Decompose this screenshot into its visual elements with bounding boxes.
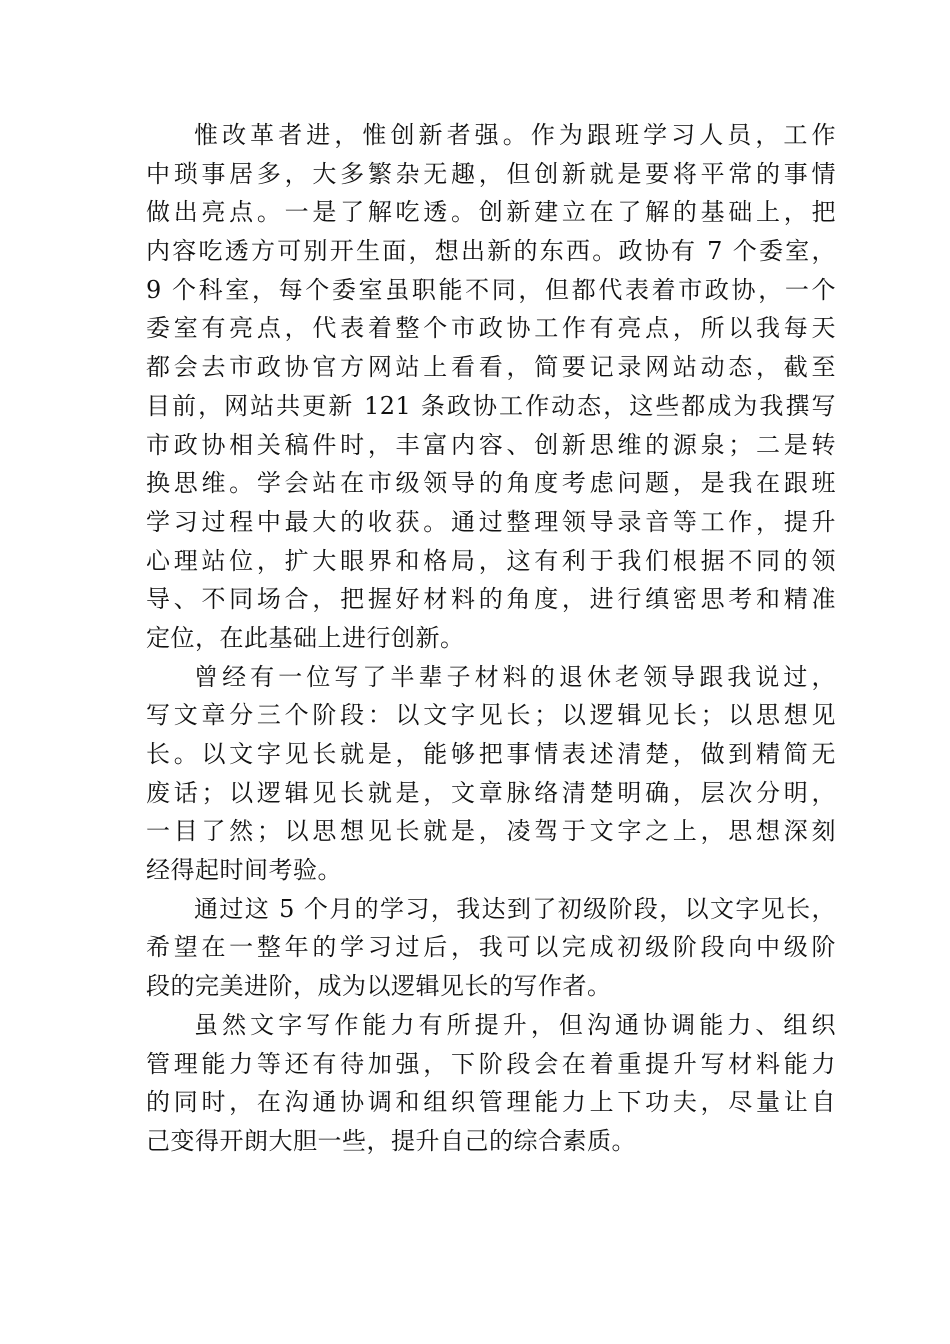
paragraph-writing-stages <box>146 658 836 890</box>
text-line: 的同时，在沟通协调和组织管理能力上下功夫，尽量让自 <box>146 1088 836 1117</box>
text-line: 经得起时间考验。 <box>146 856 342 885</box>
paragraph-innovation <box>146 116 836 658</box>
text-line: 导、不同场合，把握好材料的角度，进行缜密思考和精准 <box>146 585 836 614</box>
text-line: 学习过程中最大的收获。通过整理领导录音等工作，提升 <box>146 507 836 536</box>
text-line: 9 个科室，每个委室虽职能不同，但都代表着市政协，一个 <box>146 275 836 304</box>
text-line: 一目了然；以思想见长就是，凌驾于文字之上，思想深刻 <box>146 817 836 846</box>
text-line: 心理站位，扩大眼界和格局，这有利于我们根据不同的领 <box>146 546 836 575</box>
text-line: 曾经有一位写了半辈子材料的退休老领导跟我说过， <box>194 662 836 691</box>
text-line: 市政协相关稿件时，丰富内容、创新思维的源泉；二是转 <box>146 430 836 459</box>
text-line: 管理能力等还有待加强，下阶段会在着重提升写材料能力 <box>146 1049 836 1078</box>
text-line: 废话；以逻辑见长就是，文章脉络清楚明确，层次分明， <box>146 778 836 807</box>
text-line: 惟改革者进，惟创新者强。作为跟班学习人员，工作 <box>194 121 836 149</box>
text-line: 目前，网站共更新 121 条政协工作动态，这些都成为我撰写 <box>146 391 836 420</box>
text-line: 通过这 5 个月的学习，我达到了初级阶段，以文字见长， <box>194 894 836 923</box>
text-line: 做出亮点。一是了解吃透。创新建立在了解的基础上，把 <box>146 198 836 227</box>
text-line: 定位，在此基础上进行创新。 <box>146 623 465 652</box>
text-line: 虽然文字写作能力有所提升，但沟通协调能力、组织 <box>194 1010 836 1039</box>
paragraph-progress <box>146 890 836 1006</box>
text-line: 中琐事居多，大多繁杂无趣，但创新就是要将平常的事情 <box>146 159 836 188</box>
text-line: 写文章分三个阶段：以文字见长；以逻辑见长；以思想见 <box>146 701 836 730</box>
text-line: 希望在一整年的学习过后，我可以完成初级阶段向中级阶 <box>146 933 836 962</box>
text-line: 段的完美进阶，成为以逻辑见长的写作者。 <box>146 972 612 1001</box>
text-line: 都会去市政协官方网站上看看，简要记录网站动态，截至 <box>146 353 836 382</box>
text-line: 己变得开朗大胆一些，提升自己的综合素质。 <box>146 1126 636 1155</box>
paragraph-improvement <box>146 1006 836 1161</box>
text-line: 委室有亮点，代表着整个市政协工作有亮点，所以我每天 <box>146 314 836 343</box>
document-body <box>146 116 836 1161</box>
text-line: 换思维。学会站在市级领导的角度考虑问题，是我在跟班 <box>146 469 836 498</box>
text-line: 长。以文字见长就是，能够把事情表述清楚，做到精简无 <box>146 740 836 768</box>
text-line: 内容吃透方可别开生面，想出新的东西。政协有 7 个委室， <box>146 237 836 266</box>
